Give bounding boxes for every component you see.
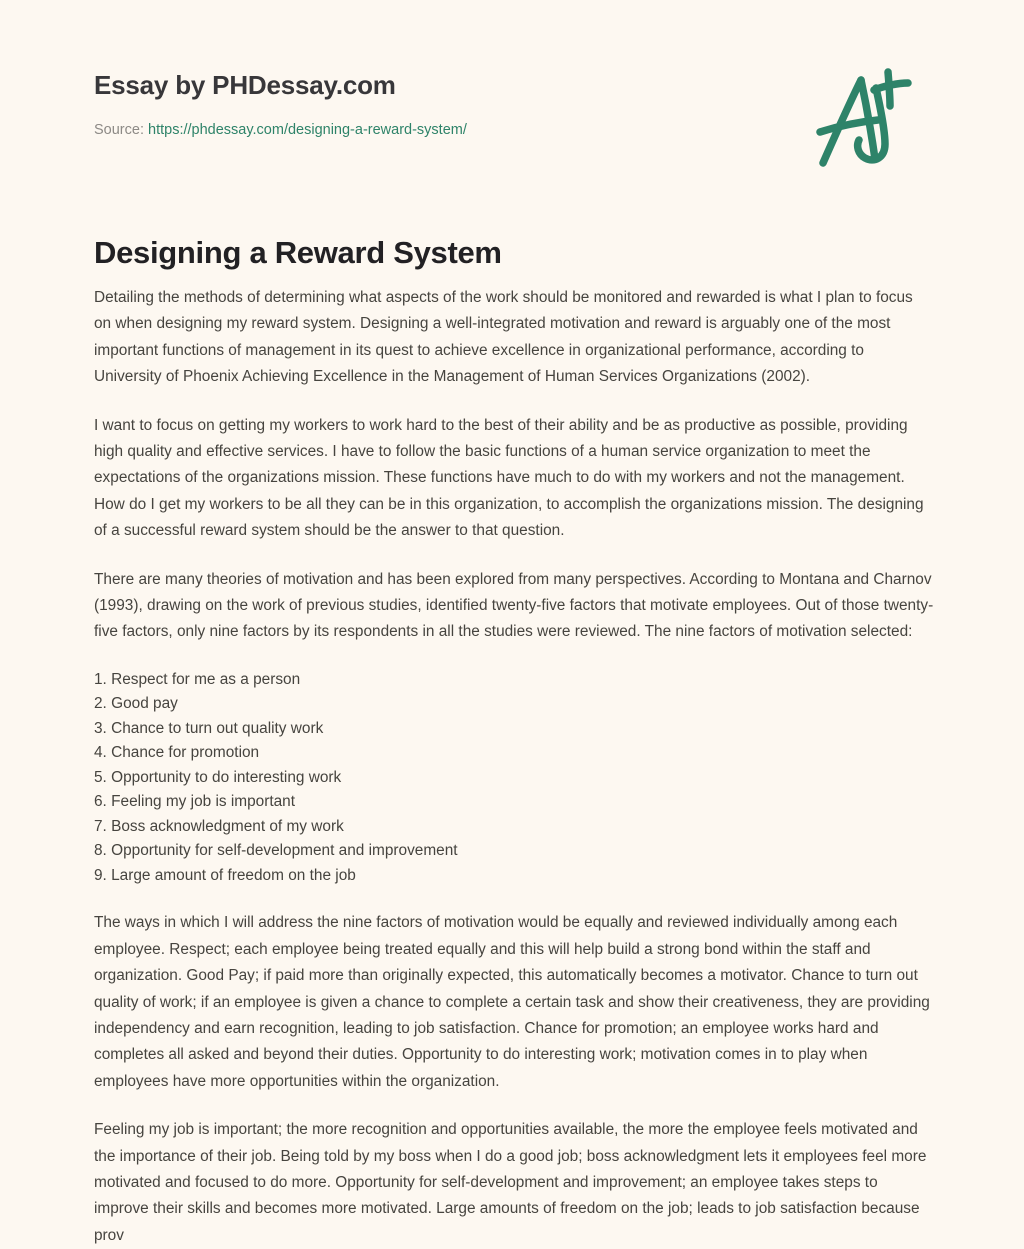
source-line (94, 122, 467, 138)
list-item: 5. Opportunity to do interesting work (94, 768, 342, 786)
paragraph-4: The ways in which I will address the nine factors of motivation would be equally and reviewed individually among each employee. Respect; each employee being treated equally and this will help build a strong bond within the staff and organization. Good Pay; if paid more than originally expected, this automatically becomes a motivator. Chance to turn out quality of work; if an employee is given a chance to complete a certain task and show their creativeness, they are providing independency and earn recognition, leading to job satisfaction. Chance for promotion; an employee works hard and completes all asked and beyond their duties. Opportunity to do interesting work; motivation comes in to play when employees have more opportunities within the organization. (94, 914, 930, 1090)
source-url-link[interactable]: https://phdessay.com/designing-a-reward-system/ (148, 122, 467, 138)
list-item: 4. Chance for promotion (94, 744, 260, 762)
paragraph-1: Detailing the methods of determining what aspects of the work should be monitored and rewarded is what I plan to focus on when designing my reward system. Designing a well-integrated motivation and reward is arguably one of the most important functions of management in its quest to achieve excellence in organizational performance, according to University of Phoenix Achieving Excellence in the Management of Human Services Organizations (2002). (94, 289, 913, 386)
source-label: Source: (94, 122, 144, 138)
list-item: 9. Large amount of freedom on the job (94, 866, 356, 884)
brand-title: Essay by PHDessay.com (94, 70, 396, 100)
list-item: 8. Opportunity for self-development and improvement (94, 842, 458, 860)
paragraph-3: There are many theories of motivation and has been explored from many perspectives. According to Montana and Charnov (1993), drawing on the work of previous studies, identified twenty-five factors that motivate employees. Out of those twenty-five factors, only nine factors by its respondents in all the studies were reviewed. The nine factors of motivation selected: (94, 570, 934, 641)
list-item: 2. Good pay (94, 695, 178, 713)
list-item: 6. Feeling my job is important (94, 793, 296, 811)
list-item: 1. Respect for me as a person (94, 670, 301, 688)
essay-body (94, 285, 934, 1249)
page-title: Designing a Reward System (94, 234, 502, 270)
paragraph-5: Feeling my job is important; the more recognition and opportunities available, the more the employee feels motivated and the importance of their job. Being told by my boss when I do a good job; boss acknowledgment lets it employees feel more motivated and focused to do more. Opportunity for self-development and improvement; an employee takes steps to improve their skills and becomes more motivated. Large amounts of freedom on the job; leads to job satisfaction because prov (94, 1121, 927, 1244)
page-header (0, 0, 1024, 190)
list-item: 7. Boss acknowledgment of my work (94, 817, 344, 835)
motivation-factors-list (94, 668, 934, 889)
a-plus-logo (812, 66, 916, 172)
list-item: 3. Chance to turn out quality work (94, 719, 324, 737)
paragraph-2: I want to focus on getting my workers to work hard to the best of their ability and be as productive as possible, providing high quality and effective services. I have to follow the basic functions of a human service organization to meet the expectations of the organizations mission. These functions have much to do with my workers and not the management. How do I get my workers to be all they can be in this organization, to accomplish the organizations mission. The designing of a successful reward system should be the answer to that question. (94, 416, 924, 540)
